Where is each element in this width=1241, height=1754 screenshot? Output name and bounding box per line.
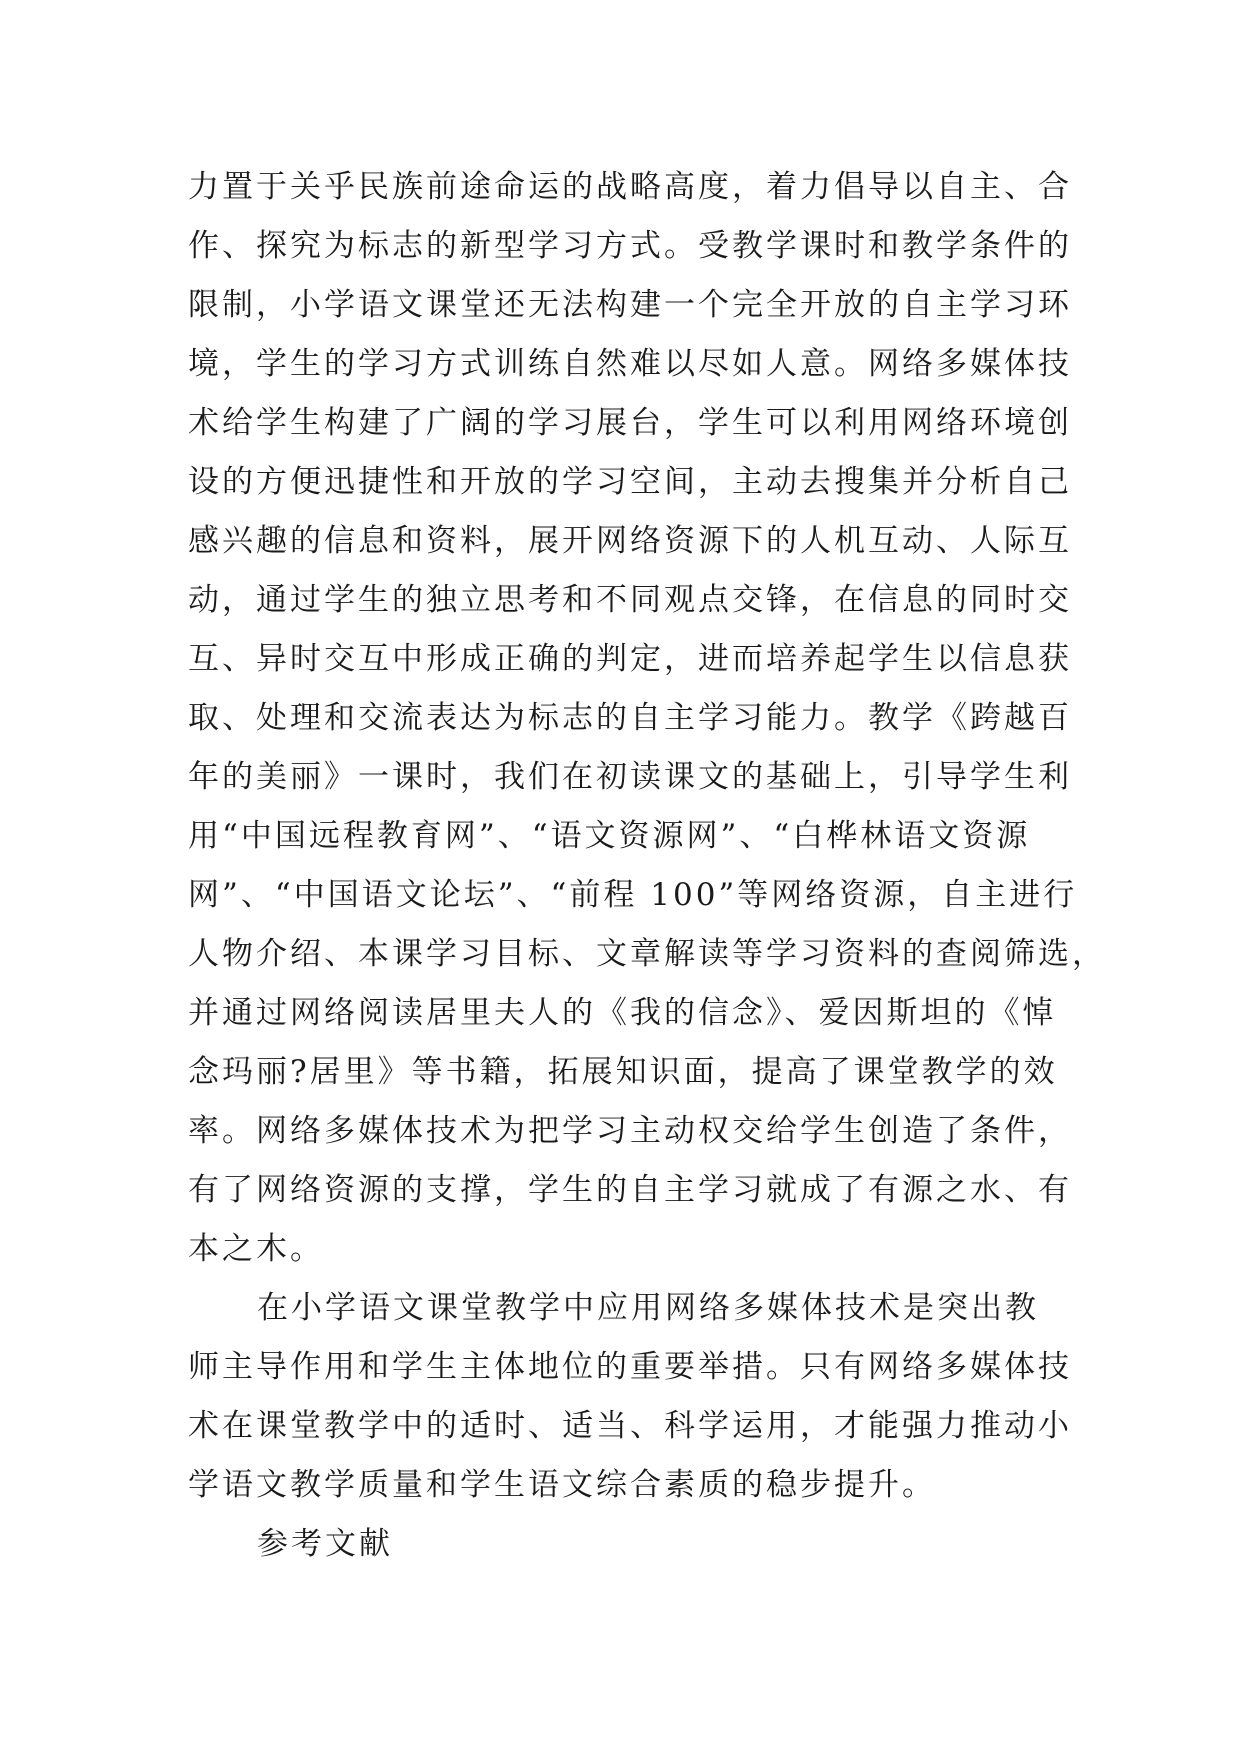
text-line: 率。网络多媒体技术为把学习主动权交给学生创造了条件， <box>188 1113 1072 1149</box>
text-line: 取、处理和交流表达为标志的自主学习能力。教学《跨越百 <box>188 700 1072 736</box>
text-line: 作、探究为标志的新型学习方式。受教学课时和教学条件的 <box>188 228 1072 264</box>
text-line: 人物介绍、本课学习目标、文章解读等学习资料的查阅筛选， <box>188 936 1106 972</box>
text-line: 互、异时交互中形成正确的判定，进而培养起学生以信息获 <box>188 641 1072 677</box>
text-line: 学语文教学质量和学生语文综合素质的稳步提升。 <box>188 1467 936 1503</box>
text-line: 术在课堂教学中的适时、适当、科学运用，才能强力推动小 <box>188 1408 1072 1444</box>
text-line: 并通过网络阅读居里夫人的《我的信念》、爱因斯坦的《悼 <box>188 995 1057 1031</box>
body-text <box>188 158 1106 1574</box>
text-line: 设的方便迅捷性和开放的学习空间，主动去搜集并分析自己 <box>188 464 1072 500</box>
text-line: 在小学语文课堂教学中应用网络多媒体技术是突出教 <box>257 1290 1039 1326</box>
text-line: 年的美丽》一课时，我们在初读课文的基础上，引导学生利 <box>188 759 1072 795</box>
references-heading: 参考文献 <box>257 1526 393 1562</box>
text-line: 力置于关乎民族前途命运的战略高度，着力倡导以自主、合 <box>188 169 1072 205</box>
text-line: 师主导作用和学生主体地位的重要举措。只有网络多媒体技 <box>188 1349 1072 1385</box>
paragraph-continued <box>188 158 1106 1279</box>
text-line: 术给学生构建了广阔的学习展台，学生可以利用网络环境创 <box>188 405 1072 441</box>
text-line: 本之木。 <box>188 1231 324 1267</box>
text-line: 念玛丽?居里》等书籍，拓展知识面，提高了课堂教学的效 <box>188 1054 1058 1090</box>
text-line: 限制，小学语文课堂还无法构建一个完全开放的自主学习环 <box>188 287 1072 323</box>
paragraph-conclusion <box>188 1279 1072 1515</box>
text-line: 用“中国远程教育网”、“语文资源网”、“白桦林语文资源 <box>188 818 1031 854</box>
text-line: 网”、“中国语文论坛”、“前程 100”等网络资源，自主进行 <box>188 877 1078 913</box>
text-line: 感兴趣的信息和资料，展开网络资源下的人机互动、人际互 <box>188 523 1072 559</box>
text-line: 有了网络资源的支撑，学生的自主学习就成了有源之水、有 <box>188 1172 1072 1208</box>
text-line: 动，通过学生的独立思考和不同观点交锋，在信息的同时交 <box>188 582 1072 618</box>
text-line: 境，学生的学习方式训练自然难以尽如人意。网络多媒体技 <box>188 346 1072 382</box>
